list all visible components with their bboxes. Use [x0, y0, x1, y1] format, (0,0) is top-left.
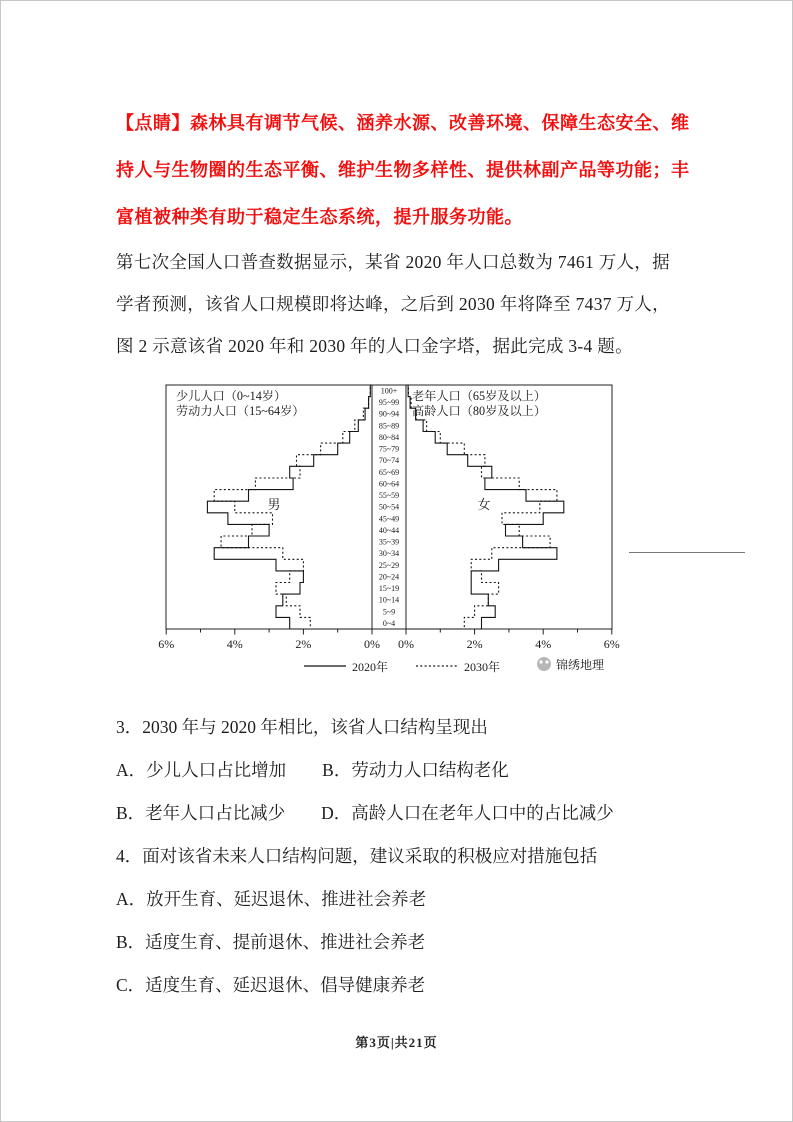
- question-stem: 3．2030 年与 2020 年相比，该省人口结构呈现出: [116, 717, 488, 737]
- option: A．放开生育、延迟退休、推进社会养老: [116, 889, 427, 909]
- axis-tick-label: 0%: [398, 637, 414, 651]
- population-pyramid-figure: [154, 375, 680, 684]
- age-label: 5~9: [382, 607, 396, 617]
- age-label: 10~14: [378, 595, 400, 605]
- right-header-line: 老年人口（65岁及以上）: [412, 389, 547, 403]
- highlight-line: 【点睛】森林具有调节气候、涵养水源、改善环境、保障生态安全、维: [116, 113, 690, 133]
- age-label: 25~29: [378, 560, 400, 570]
- scan-artifact-line: [629, 552, 745, 553]
- watermark-text: 锦绣地理: [556, 658, 605, 672]
- age-label: 70~74: [378, 456, 400, 466]
- age-label: 95~99: [378, 398, 400, 408]
- question-3: [116, 706, 680, 835]
- population-pyramid-chart: [154, 375, 636, 679]
- age-label: 40~44: [378, 525, 400, 535]
- male-label: 男: [267, 497, 281, 512]
- option: B．劳动力人口结构老化: [322, 760, 509, 780]
- highlight-line: 持人与生物圈的生态平衡、维护生物多样性、提供林副产品等功能；丰: [116, 160, 690, 180]
- option: D．高龄人口在老年人口中的占比减少: [321, 803, 614, 823]
- option: C．适度生育、延迟退休、倡导健康养老: [116, 975, 426, 995]
- age-label: 45~49: [378, 514, 400, 524]
- axis-tick-label: 6%: [603, 637, 620, 651]
- axis-tick-label: 6%: [158, 637, 175, 651]
- axis-tick-label: 0%: [364, 637, 380, 651]
- question-option-row: [116, 792, 680, 835]
- questions-section: [116, 706, 680, 1007]
- age-label: 35~39: [378, 537, 400, 547]
- intro-line: 图 2 示意该省 2020 年和 2030 年的人口金字塔，据此完成 3-4 题。: [116, 336, 633, 356]
- axis-tick-label: 2%: [466, 637, 483, 651]
- series-2030年-male: [214, 385, 372, 629]
- age-label: 65~69: [378, 467, 400, 477]
- question-option-row: [116, 749, 680, 792]
- age-label: 15~19: [378, 584, 400, 594]
- female-label: 女: [477, 497, 491, 512]
- legend-label-2030: 2030年: [464, 660, 501, 674]
- page-content: [1, 1, 792, 1007]
- series-2020年-male: [207, 385, 372, 629]
- intro-line: 学者预测，该省人口规模即将达峰，之后到 2030 年将降至 7437 万人，: [116, 294, 670, 314]
- age-label: 0~4: [382, 618, 396, 628]
- age-label: 50~54: [378, 502, 400, 512]
- age-label: 20~24: [378, 572, 400, 582]
- question-4: [116, 835, 680, 1007]
- watermark-logo-icon: [537, 657, 551, 671]
- age-label: 100+: [380, 386, 398, 396]
- option: B．适度生育、提前退休、推进社会养老: [116, 932, 426, 952]
- intro-line: 第七次全国人口普查数据显示，某省 2020 年人口总数为 7461 万人，据: [116, 252, 670, 272]
- question-option-row: [116, 878, 680, 921]
- age-label: 55~59: [378, 491, 400, 501]
- axis-tick-label: 4%: [535, 637, 552, 651]
- left-header-line: 劳动力人口（15~64岁）: [176, 404, 305, 418]
- axis-tick-label: 2%: [295, 637, 312, 651]
- left-header-line: 少儿人口（0~14岁）: [176, 389, 287, 403]
- question-option-row: [116, 921, 680, 964]
- age-label: 80~84: [378, 432, 400, 442]
- right-header-line: 高龄人口（80岁及以上）: [412, 404, 547, 418]
- question-stem: 4．面对该省未来人口结构问题，建议采取的积极应对措施包括: [116, 846, 598, 866]
- age-label: 85~89: [378, 421, 400, 431]
- option: A．少儿人口占比增加: [116, 760, 287, 780]
- option: B．老年人口占比减少: [116, 803, 286, 823]
- axis-tick-label: 4%: [226, 637, 243, 651]
- page-footer: 第3页|共21页: [355, 1035, 438, 1050]
- age-label: 30~34: [378, 549, 400, 559]
- age-label: 90~94: [378, 409, 400, 419]
- legend-label-2020: 2020年: [352, 660, 389, 674]
- age-label: 60~64: [378, 479, 400, 489]
- highlight-line: 富植被种类有助于稳定生态系统，提升服务功能。: [116, 207, 523, 227]
- age-label: 75~79: [378, 444, 400, 454]
- question-option-row: [116, 964, 680, 1007]
